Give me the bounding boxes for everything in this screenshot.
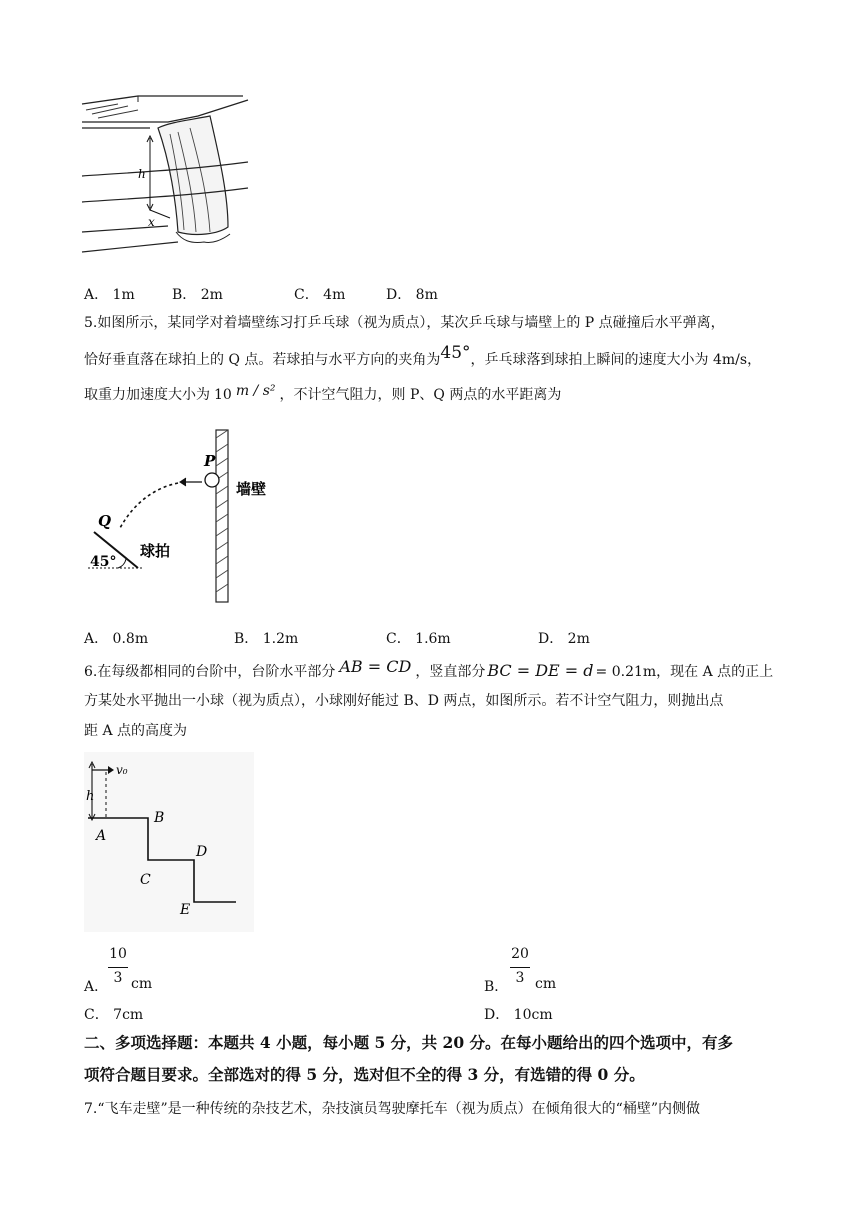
q6-question-line-3: 距 A 点的高度为 — [84, 723, 188, 739]
waterfall-figure — [78, 92, 250, 264]
point-a-label: A — [96, 828, 107, 844]
p-label: P — [204, 452, 216, 470]
q5-question-line-2: 恰好垂直落在球拍上的 Q 点。若球拍与水平方向的夹角为45°，乒乓球落到球拍上瞬间的速度大小为 4m/s， — [84, 343, 762, 368]
stairs-figure — [84, 752, 254, 932]
q6-question-line-1: 6.在每级都相同的台阶中，台阶水平部分 AB = CD ，竖直部分 BC = DE = d = 0.21m，现在 A 点的正上 — [84, 657, 774, 680]
x-label: x — [148, 215, 155, 229]
point-b-label: B — [154, 810, 165, 826]
racket-label: 球拍 — [140, 542, 171, 560]
v0-label: v₀ — [116, 763, 128, 777]
section-2-heading-line-1: 二、多项选择题：本题共 4 小题，每小题 5 分，共 20 分。在每小题给出的四个选项中，有多 — [84, 1033, 734, 1052]
q6-option-c[interactable]: C． 7cm — [84, 1007, 144, 1023]
point-c-label: C — [140, 872, 151, 888]
q5-option-d[interactable]: D． 2m — [538, 631, 590, 647]
q5-option-b[interactable]: B． 1.2m — [234, 631, 299, 647]
q4-option-b[interactable]: B． 2m — [172, 287, 223, 303]
section-2-heading-line-2: 项符合题目要求。全部选对的得 5 分，选对但不全的得 3 分，有选错的得 0 分。 — [84, 1065, 645, 1084]
q-label: Q — [98, 512, 112, 530]
q5-question-line-3: 取重力加速度大小为 10 m / s² ，不计空气阻力，则 P、Q 两点的水平距离为 — [84, 383, 562, 403]
point-e-label: E — [180, 902, 191, 918]
q6-question-line-2: 方某处水平抛出一小球（视为质点），小球刚好能过 B、D 两点，如图所示。若不计空气阻力，则抛出点 — [84, 693, 724, 709]
q5-option-a[interactable]: A． 0.8m — [84, 631, 149, 647]
q5-question-line-1: 5.如图所示，某同学对着墙壁练习打乒乓球（视为质点），某次乒乓球与墙壁上的 P 点碰撞后水平弹离， — [84, 315, 725, 331]
point-d-label: D — [196, 844, 208, 860]
q5-option-c[interactable]: C． 1.6m — [386, 631, 451, 647]
q4-option-a[interactable]: A． 1m — [84, 287, 135, 303]
h-label: h — [138, 167, 146, 181]
wall-label: 墙壁 — [236, 480, 267, 498]
q7-question-line-1: 7.“飞车走壁”是一种传统的杂技艺术，杂技演员驾驶摩托车（视为质点）在倾角很大的“桶壁”内侧做 — [84, 1101, 700, 1117]
angle-value: 45° — [440, 343, 471, 363]
q4-option-c[interactable]: C． 4m — [294, 287, 346, 303]
h-dim-label: h — [86, 789, 95, 804]
pingpong-figure — [84, 428, 284, 606]
angle-label: 45° — [90, 554, 117, 570]
q4-option-d[interactable]: D． 8m — [386, 287, 438, 303]
q6-option-d[interactable]: D． 10cm — [484, 1007, 553, 1023]
